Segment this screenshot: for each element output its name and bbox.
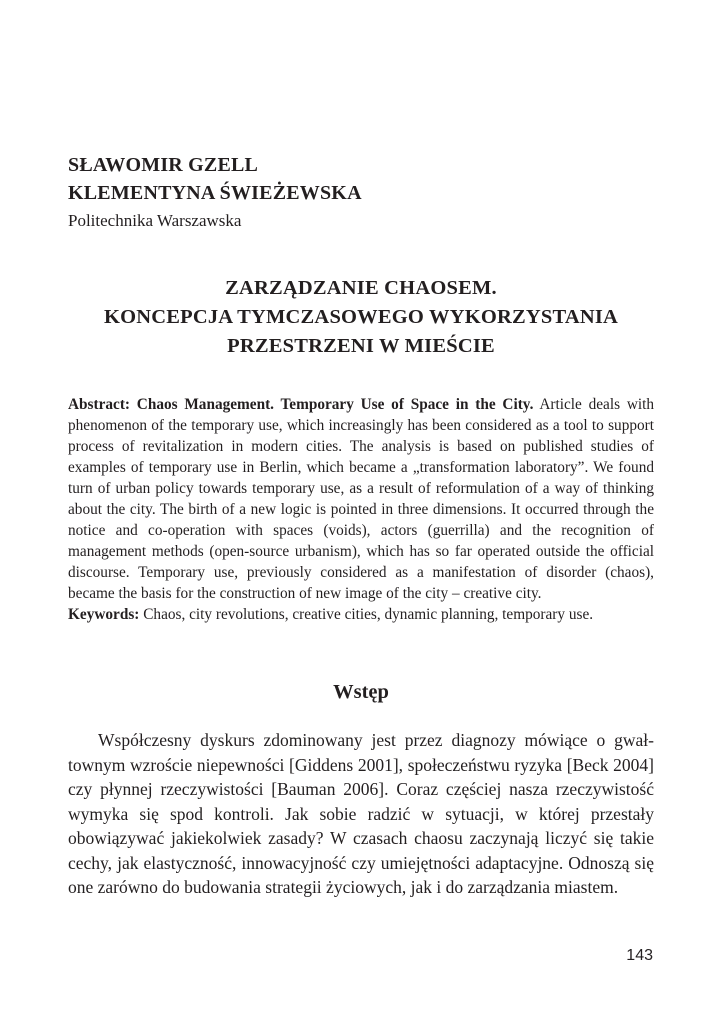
keywords-paragraph — [68, 604, 654, 625]
author-block — [68, 151, 658, 233]
page-number: 143 — [626, 947, 653, 964]
title-line: PRZESTRZENI W MIEŚCIE — [227, 335, 495, 357]
abstract-text: Article deals with phenomenon of the temporary use, which increasingly has been considered as a tool to support process of revitalization in modern cities. The analysis is based on published studies of examples of temporary use in Berlin, which became a „transformation laboratory”. We found turn of urban policy towards temporary use, as a result of reformulation of a way of thinking about the city. The birth of a new logic is pointed in three dimensions. It occurred through the notice and co-operation with spaces (voids), actors (guerrilla) and the recognition of management methods (open-source urbanism), which has so far operated outside the official discourse. Temporary use, previously considered as a manifestation of disorder (chaos), became the basis for the construction of new image of the city – creative city. — [68, 396, 655, 602]
title-line: KONCEPCJA TYMCZASOWEGO WYKORZYSTANIA — [103, 306, 619, 328]
title-line: ZARZĄDZANIE CHAOSEM. — [225, 277, 497, 299]
affiliation: Politechnika Warszawska — [68, 211, 242, 230]
abstract-paragraph — [68, 394, 654, 604]
body-paragraph: Współczesny dyskurs zdominowany jest przez diagnozy mówiące o gwałtownym wzroście niepewności [Giddens 2001], społeczeństwu ryzyka [Beck 2004] czy płynnej rzeczywistości [Bauman 2006]. Coraz częściej nasza rzeczywistość wymyka się spod kontroli. Jak sobie radzić w sytuacji, w której przestały obowiązywać jakiekolwiek zasady? W czasach chaosu zaczynają liczyć się takie cechy, jak elastyczność, innowacyjność czy umiejętności adaptacyjne. Odnoszą się one zarówno do budowania strategii życiowych, jak i do zarządzania miastem. — [68, 730, 654, 897]
author-name: KLEMENTYNA ŚWIEŻEWSKA — [68, 182, 362, 204]
keywords-text: Chaos, city revolutions, creative cities, dynamic planning, temporary use. — [143, 606, 594, 623]
abstract-block — [68, 394, 654, 625]
abstract-label: Abstract: Chaos Management. Temporary Use of Space in the City. — [68, 396, 534, 413]
section-heading: Wstęp — [333, 681, 389, 703]
keywords-label: Keywords: — [68, 606, 140, 623]
article-title — [68, 274, 654, 361]
author-name: SŁAWOMIR GZELL — [68, 154, 259, 176]
